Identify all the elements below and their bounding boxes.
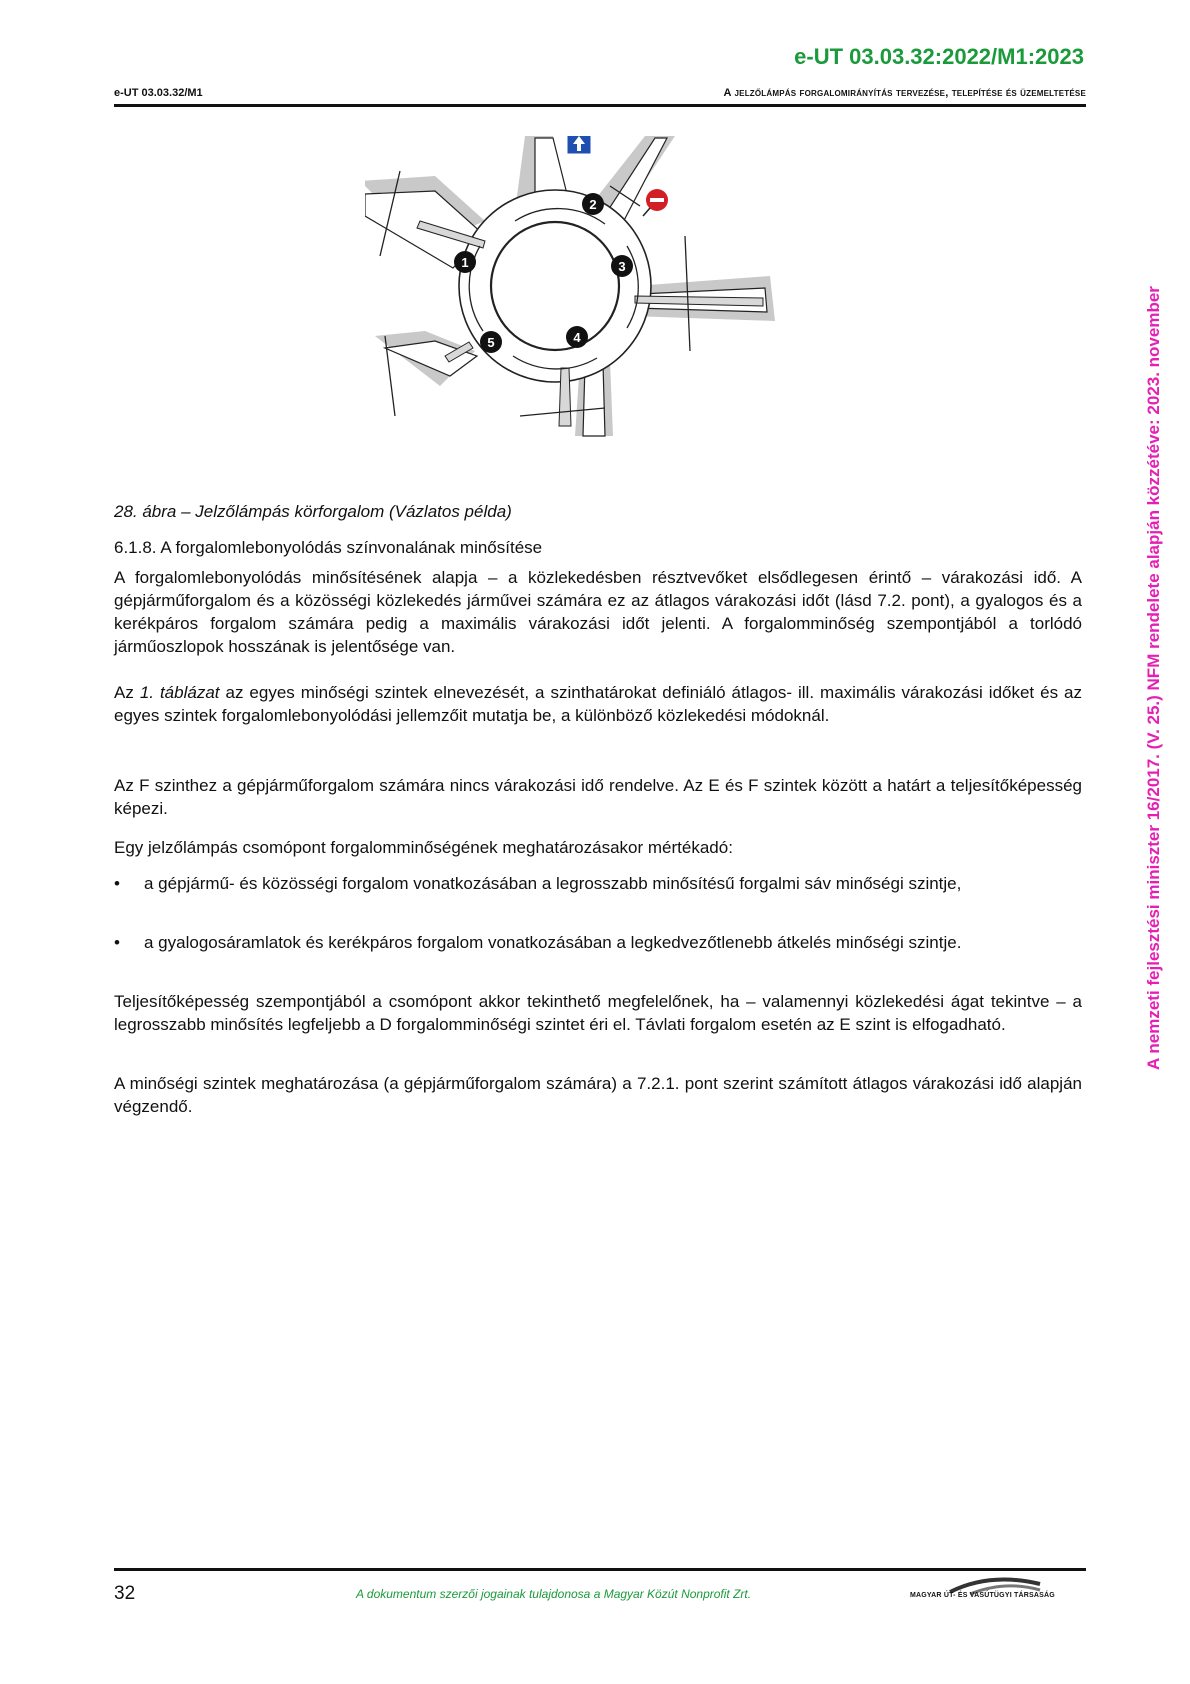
list-item xyxy=(114,872,1082,895)
footer-divider xyxy=(114,1568,1086,1571)
bullet-icon: • xyxy=(114,874,120,893)
copyright-note: A dokumentum szerzői jogainak tulajdonosa a Magyar Közút Nonprofit Zrt. xyxy=(356,1587,752,1601)
side-note-text: A nemzeti fejlesztési miniszter 16/2017. (V. 25.) NFM rendelete alapján közzétéve: 2023. november xyxy=(1144,286,1163,1070)
section-title: 6.1.8. A forgalomlebonyolódás színvonalának minősítése xyxy=(114,538,543,557)
publication-side-note xyxy=(1140,160,1170,1070)
paragraph-2-rest: az egyes minőségi szintek elnevezését, a szinthatárokat definiáló átlagos- ill. maximális várakozási időket és az egyes szintek forgalomlebonyolódási jellemzőit mutatja be, a különböző közlekedési módoknál. xyxy=(114,683,1082,725)
signal-marker-5-label: 5 xyxy=(487,335,495,350)
paragraph-4: Egy jelzőlámpás csomópont forgalomminőségének meghatározásakor mértékadó: xyxy=(114,838,733,857)
running-header-title: A jelzőlámpás forgalomirányítás tervezése, telepítése és üzemeltetése xyxy=(723,87,1086,99)
paragraph-6: A minőségi szintek meghatározása (a gépjárműforgalom számára) a 7.2.1. pont szerint számított átlagos várakozási idő alapján végzendő. xyxy=(114,1074,1082,1116)
society-logo-icon xyxy=(910,1572,1086,1608)
signal-marker-2 xyxy=(582,193,604,215)
one-way-sign-icon xyxy=(567,136,591,154)
running-header-left: e-UT 03.03.32/M1 xyxy=(114,87,203,99)
signal-marker-4-label: 4 xyxy=(573,330,581,345)
list-item xyxy=(114,931,1082,954)
signal-marker-3 xyxy=(611,255,633,277)
central-island xyxy=(491,222,619,350)
paragraph-5: Teljesítőképesség szempontjából a csomópont akkor tekinthető megfelelőnek, ha – valamennyi közlekedési ágat tekintve – a legrosszabb minősítés legfeljebb a D forgalomminőségi szintet éri el. Távlati forgalom esetén az E szint is elfogadható. xyxy=(114,992,1082,1034)
paragraph-1: A forgalomlebonyolódás minősítésének alapja – a közlekedésben résztvevőket elsődlegesen érintő – várakozási idő. A gépjárműforgalom és a közösségi közlekedés járművei számára ez az átlagos várakozási időt (lásd 7.2. pont), a gyalogos és a kerékpáros forgalom számára pedig a maximális várakozási időt jelenti. A forgalomminőség szempontjából a torlódó járműoszlopok hosszának is jelentősége van. xyxy=(114,568,1082,656)
figure-caption: 28. ábra – Jelzőlámpás körforgalom (Vázlatos példa) xyxy=(114,502,512,521)
paragraph-2-start: Az xyxy=(114,683,140,702)
signal-marker-1-label: 1 xyxy=(461,255,469,270)
bullet-icon: • xyxy=(114,933,120,952)
table-reference: 1. táblázat xyxy=(139,683,220,702)
signal-marker-5 xyxy=(480,331,502,353)
paragraph-2 xyxy=(114,681,1082,727)
signal-marker-3-label: 3 xyxy=(618,259,626,274)
list-item-text: a gépjármű- és közösségi forgalom vonatkozásában a legrosszabb minősítésű forgalmi sáv minőségi szintje, xyxy=(144,874,962,893)
signal-marker-2-label: 2 xyxy=(589,197,597,212)
document-code: e-UT 03.03.32:2022/M1:2023 xyxy=(794,44,1084,69)
signal-marker-4 xyxy=(566,326,588,348)
list-item-text: a gyalogosáramlatok és kerékpáros forgalom vonatkozásában a legkedvezőtlenebb átkelés minőségi szintje. xyxy=(144,933,962,952)
roundabout-figure xyxy=(365,136,845,471)
paragraph-3: Az F szinthez a gépjárműforgalom számára nincs várakozási idő rendelve. Az E és F szintek között a határt a teljesítőképesség képezi. xyxy=(114,776,1082,818)
signal-marker-1 xyxy=(454,251,476,273)
running-header xyxy=(114,86,1086,107)
no-entry-sign-icon xyxy=(643,189,668,216)
page-number: 32 xyxy=(114,1583,136,1604)
society-logo-text: MAGYAR ÚT- ÉS VASÚTÜGYI TÁRSASÁG xyxy=(910,1592,1055,1599)
